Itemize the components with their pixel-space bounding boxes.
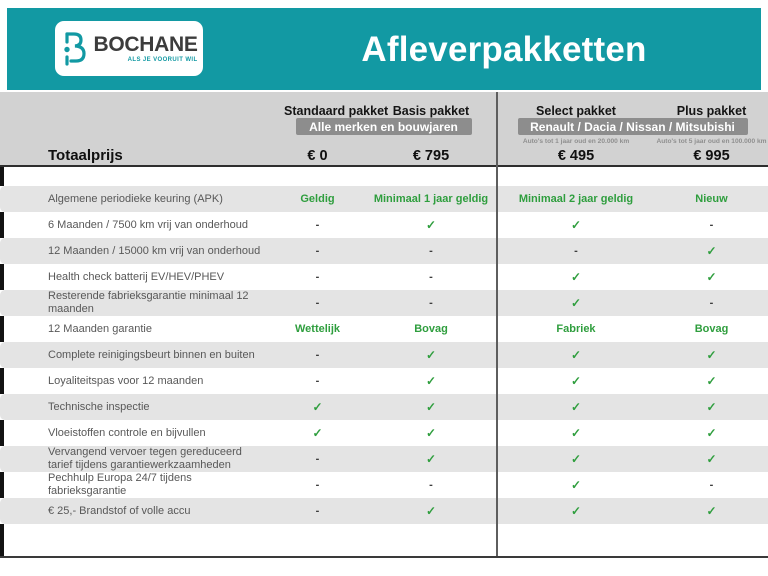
package-price-select: € 495 bbox=[557, 147, 595, 164]
table-row bbox=[0, 264, 768, 290]
column-group-divider bbox=[496, 92, 498, 558]
cell-value-plus: ✓ bbox=[706, 426, 717, 440]
package-name-basis: Basis pakket bbox=[392, 104, 470, 118]
cell-value-basis: - bbox=[429, 245, 433, 257]
row-label: Vervangend vervoer tegen gereduceerd tarief tijdens garantiewerkzaamheden bbox=[48, 446, 242, 471]
cell-value-standaard: - bbox=[315, 245, 320, 257]
cell-value-select: ✓ bbox=[570, 452, 582, 466]
logo-tagline: ALS JE VOORUIT WIL bbox=[127, 57, 198, 63]
cell-value-standaard: - bbox=[315, 297, 320, 309]
cell-value-plus: ✓ bbox=[706, 400, 717, 414]
row-label: Pechhulp Europa 24/7 tijdens fabrieksgarantie bbox=[48, 472, 192, 497]
logo-text-block bbox=[93, 34, 197, 63]
table-row bbox=[0, 316, 768, 342]
cell-value-plus: - bbox=[709, 479, 714, 491]
cell-value-standaard: - bbox=[315, 219, 320, 231]
cell-value-standaard: - bbox=[315, 453, 320, 465]
package-price-basis: € 795 bbox=[412, 147, 450, 164]
cell-value-plus: ✓ bbox=[706, 452, 717, 466]
header-gap-row bbox=[0, 167, 768, 186]
cell-value-select: ✓ bbox=[570, 478, 582, 492]
cell-value-select: ✓ bbox=[570, 400, 582, 414]
table-row bbox=[0, 498, 768, 524]
cell-value-plus: ✓ bbox=[706, 270, 717, 284]
cell-value-plus: Nieuw bbox=[695, 193, 728, 205]
brands-banner-left-wrap bbox=[270, 118, 497, 135]
cell-value-plus: ✓ bbox=[706, 374, 717, 388]
brands-banner-right: Renault / Dacia / Nissan / Mitsubishi bbox=[518, 118, 748, 135]
cell-value-plus: ✓ bbox=[706, 348, 717, 362]
cell-value-plus: ✓ bbox=[706, 244, 717, 258]
table-row bbox=[0, 446, 768, 472]
cell-value-standaard: - bbox=[315, 505, 320, 517]
row-label: Loyaliteitspas voor 12 maanden bbox=[48, 374, 204, 387]
cell-value-plus: - bbox=[709, 219, 714, 231]
cell-value-basis: ✓ bbox=[425, 218, 437, 232]
table-end-row bbox=[0, 524, 768, 558]
table-row bbox=[0, 238, 768, 264]
cell-value-standaard: Wettelijk bbox=[294, 323, 341, 335]
cell-value-basis: ✓ bbox=[425, 400, 437, 414]
cell-value-basis: ✓ bbox=[425, 504, 437, 518]
row-label: Resterende fabrieksgarantie minimaal 12 maanden bbox=[48, 290, 249, 315]
cell-value-basis: Bovag bbox=[414, 323, 448, 335]
table-row bbox=[0, 420, 768, 446]
package-name-standaard: Standaard pakket bbox=[284, 104, 389, 118]
table-row bbox=[0, 368, 768, 394]
cell-value-plus: - bbox=[709, 297, 714, 309]
cell-value-select: ✓ bbox=[570, 504, 582, 518]
table-row bbox=[0, 394, 768, 420]
cell-value-plus: ✓ bbox=[706, 504, 717, 518]
packages-table bbox=[0, 92, 768, 558]
row-label: 6 Maanden / 7500 km vrij van onderhoud bbox=[48, 218, 248, 231]
row-label: 12 Maanden / 15000 km vrij van onderhoud bbox=[48, 244, 261, 257]
cell-value-select: ✓ bbox=[570, 270, 582, 284]
cell-value-basis: ✓ bbox=[425, 374, 437, 388]
cell-value-select: ✓ bbox=[570, 296, 582, 310]
total-price-label: Totaalprijs bbox=[48, 147, 123, 164]
table-row bbox=[0, 472, 768, 498]
row-label: Complete reinigingsbeurt binnen en buiten bbox=[48, 348, 255, 361]
cell-value-standaard: - bbox=[315, 271, 320, 283]
table-bottom-border bbox=[0, 556, 768, 558]
cell-value-select: - bbox=[574, 245, 578, 257]
table-row bbox=[0, 342, 768, 368]
bochane-logo-icon bbox=[60, 30, 86, 68]
cell-value-basis: - bbox=[429, 479, 433, 491]
package-name-plus: Plus pakket bbox=[676, 104, 747, 118]
package-price-standaard: € 0 bbox=[307, 147, 328, 164]
logo-name: BOCHANE bbox=[93, 33, 198, 56]
brands-banner-right-wrap bbox=[497, 118, 768, 135]
feature-rows bbox=[0, 186, 768, 524]
cell-value-select: ✓ bbox=[570, 374, 582, 388]
cell-value-standaard: ✓ bbox=[312, 400, 323, 414]
cell-value-plus: Bovag bbox=[694, 323, 729, 335]
cell-value-select: Fabriek bbox=[556, 323, 596, 335]
package-price-plus: € 995 bbox=[693, 147, 730, 164]
cell-value-standaard: - bbox=[315, 375, 320, 387]
package-name-select: Select pakket bbox=[536, 104, 616, 118]
table-row bbox=[0, 212, 768, 238]
row-label: Health check batterij EV/HEV/PHEV bbox=[48, 270, 225, 283]
page-title: Afleverpakketten bbox=[361, 30, 647, 69]
table-header bbox=[0, 92, 768, 167]
cell-value-select: ✓ bbox=[570, 426, 582, 440]
header-bar bbox=[7, 8, 761, 90]
cell-value-basis: Minimaal 1 jaar geldig bbox=[373, 193, 489, 205]
cell-value-standaard: Geldig bbox=[300, 193, 335, 205]
cell-value-standaard: ✓ bbox=[312, 426, 323, 440]
package-note-plus: Auto's tot 5 jaar oud en 100.000 km bbox=[656, 138, 767, 145]
cell-value-select: Minimaal 2 jaar geldig bbox=[518, 193, 634, 205]
table-row bbox=[0, 186, 768, 212]
table-row bbox=[0, 290, 768, 316]
cell-value-standaard: - bbox=[315, 349, 320, 361]
brands-banner-left: Alle merken en bouwjaren bbox=[296, 118, 472, 135]
row-label: 12 Maanden garantie bbox=[48, 322, 152, 335]
row-label: Technische inspectie bbox=[48, 400, 150, 413]
row-label: Vloeistoffen controle en bijvullen bbox=[48, 426, 206, 439]
cell-value-basis: ✓ bbox=[425, 348, 437, 362]
bochane-logo bbox=[55, 21, 203, 76]
cell-value-standaard: - bbox=[315, 479, 320, 491]
row-label: € 25,- Brandstof of volle accu bbox=[48, 504, 191, 517]
cell-value-basis: ✓ bbox=[425, 452, 437, 466]
row-label: Algemene periodieke keuring (APK) bbox=[48, 192, 223, 205]
cell-value-select: ✓ bbox=[570, 348, 582, 362]
cell-value-basis: - bbox=[429, 297, 433, 309]
cell-value-basis: ✓ bbox=[425, 426, 437, 440]
cell-value-basis: - bbox=[429, 271, 433, 283]
cell-value-select: ✓ bbox=[570, 218, 582, 232]
package-note-select: Auto's tot 1 jaar oud en 20.000 km bbox=[522, 138, 630, 145]
